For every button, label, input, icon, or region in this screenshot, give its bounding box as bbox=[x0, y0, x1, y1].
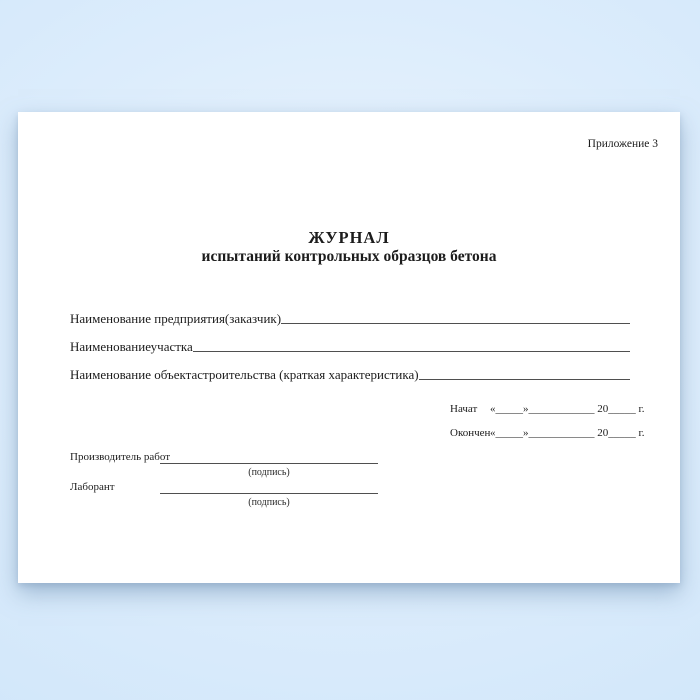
signature-caption: (подпись) bbox=[248, 467, 290, 478]
form-page bbox=[18, 112, 680, 583]
appendix-note: Приложение 3 bbox=[587, 138, 658, 150]
field-row-enterprise bbox=[70, 311, 630, 327]
signature-line bbox=[160, 451, 378, 464]
field-label-enterprise: Наименование предприятия(заказчик) bbox=[70, 311, 282, 326]
field-row-site bbox=[70, 339, 630, 355]
date-row-finished bbox=[450, 427, 645, 440]
signature-caption: (подпись) bbox=[248, 497, 290, 508]
date-blank-started: «_____»____________ 20_____ г. bbox=[490, 403, 645, 415]
signature-label-lab-assistant: Лаборант bbox=[70, 481, 115, 493]
signature-row-lab-assistant bbox=[70, 481, 378, 509]
journal-subtitle: испытаний контрольных образцов бетона bbox=[201, 248, 497, 265]
date-row-started bbox=[450, 403, 645, 416]
blank-line bbox=[193, 339, 630, 352]
date-label-finished: Окончен bbox=[450, 427, 491, 439]
blank-line bbox=[419, 367, 630, 380]
field-label-site: Наименованиеучастка bbox=[70, 339, 193, 354]
field-row-construction-object bbox=[70, 367, 630, 383]
signature-label-works-manager: Производитель работ bbox=[70, 451, 171, 463]
signature-row-works-manager bbox=[70, 451, 378, 479]
signature-box bbox=[160, 451, 378, 479]
title-block bbox=[18, 228, 680, 266]
journal-title: ЖУРНАЛ bbox=[308, 228, 390, 247]
blank-line bbox=[281, 311, 630, 324]
date-label-started: Начат bbox=[450, 403, 478, 415]
signature-box bbox=[160, 481, 378, 509]
date-blank-finished: «_____»____________ 20_____ г. bbox=[490, 427, 645, 439]
field-label-construction-object: Наименование объектастроительства (краткая характеристика) bbox=[70, 367, 419, 382]
signature-line bbox=[160, 481, 378, 494]
